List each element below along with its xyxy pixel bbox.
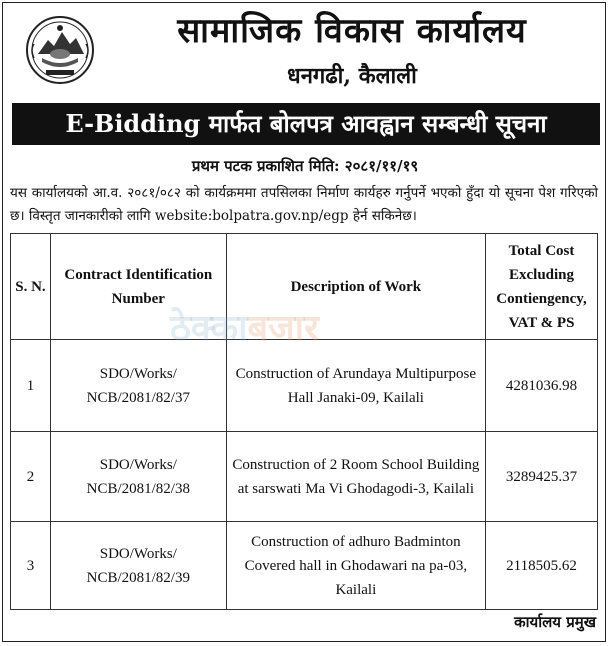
row-contract-id: SDO/Works/ NCB/2081/82/39	[50, 522, 226, 610]
works-table	[10, 233, 598, 610]
header-description: Description of Work	[226, 234, 485, 340]
row-sn: 1	[11, 340, 51, 432]
row-contract-id: SDO/Works/ NCB/2081/82/37	[50, 340, 226, 432]
table-row	[11, 432, 598, 522]
header-total-cost: Total Cost Excluding Contiengency, VAT & PS	[486, 234, 598, 340]
watermark-part-2: बजार	[247, 308, 319, 349]
row-sn: 3	[11, 522, 51, 610]
office-location: धनगढी, कैलाली	[287, 63, 417, 89]
notice-banner: E-Bidding मार्फत बोलपत्र आवह्वान सम्बन्धी सूचना	[12, 103, 600, 145]
office-title: सामाजिक विकास कार्यालय	[177, 11, 527, 51]
table-row	[11, 522, 598, 610]
row-cost: 3289425.37	[486, 432, 598, 522]
row-description: Construction of 2 Room School Building at sarswati Ma Vi Ghodagodi-3, Kailali	[226, 432, 485, 522]
table-row	[11, 340, 598, 432]
intro-paragraph: यस कार्यालयको आ.व. २०८१/०८२ को कार्यक्रममा तपसिलका निर्माण कार्यहरु गर्नुपर्ने भएको हुँदा यो सूचना पेश गरिएको छ। विस्तृत जानकारीको लागि website:bolpatra.gov.np/egp हेर्न सकिनेछ।	[10, 185, 598, 224]
header-sn: S. N.	[11, 234, 51, 340]
watermark-part-1: ठेक्का	[170, 308, 248, 349]
nepal-government-emblem-icon	[24, 14, 96, 86]
signature-label: कार्यालय प्रमुख	[514, 613, 596, 631]
row-description: Construction of adhuro Badminton Covered hall in Ghodawari na pa-03, Kailali	[226, 522, 485, 610]
row-cost: 2118505.62	[486, 522, 598, 610]
row-contract-id: SDO/Works/ NCB/2081/82/38	[50, 432, 226, 522]
header-contract-id: Contract Identification Number	[50, 234, 226, 340]
publish-date: प्रथम पटक प्रकाशित मिति: २०८१/११/१९	[191, 157, 419, 175]
row-sn: 2	[11, 432, 51, 522]
row-cost: 4281036.98	[486, 340, 598, 432]
table-header-row	[11, 234, 598, 340]
row-description: Construction of Arundaya Multipurpose Hall Janaki-09, Kailali	[226, 340, 485, 432]
